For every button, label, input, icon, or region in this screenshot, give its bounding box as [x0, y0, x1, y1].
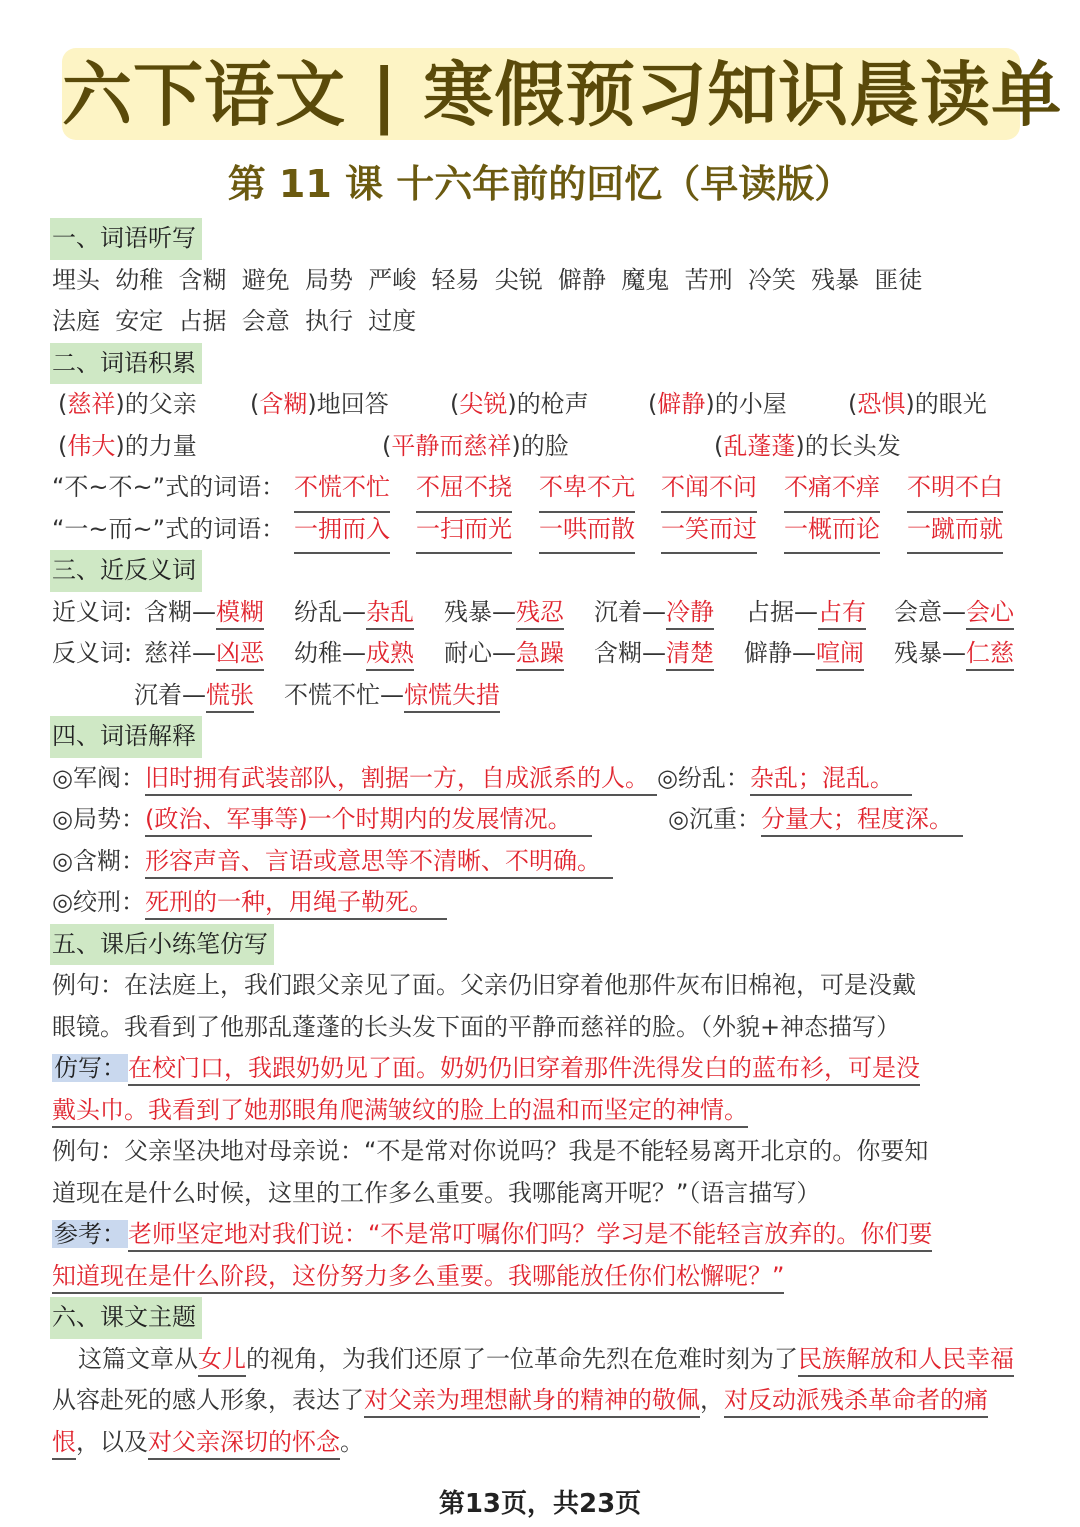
synonym-answer: 会心 [966, 598, 1014, 630]
bullet-icon: ◎ [52, 846, 73, 875]
theme-text: ， [700, 1386, 724, 1414]
synonym-word: 残暴 [444, 597, 492, 626]
antonym-answer: 喧闹 [816, 639, 864, 671]
synonym-answer: 占有 [818, 598, 866, 630]
phrase-tail: 的眼光 [914, 390, 987, 418]
bu-bu-word: 不痛不痒 [784, 467, 880, 513]
theme-paragraph [52, 1339, 1030, 1464]
bu-bu-word: 不屈不挠 [416, 467, 512, 513]
dash: — [942, 597, 966, 626]
antonym-answer: 仁慈 [966, 639, 1014, 671]
bu-bu-row [52, 467, 1030, 509]
bullet-icon: ◎ [656, 763, 678, 792]
antonym-answer: 凶恶 [216, 639, 264, 671]
phrase-tail: 的力量 [124, 431, 197, 460]
bu-bu-word: 不卑不亢 [539, 467, 635, 513]
yi-er-word: 一概而论 [784, 509, 880, 555]
synonym-answer: 残忍 [516, 598, 564, 630]
definition-text: 形容声音、言语或意思等不清晰、不明确。 [145, 847, 613, 879]
definition-text: 旧时拥有武装部队，割据一方，自成派系的人。 [145, 764, 657, 796]
example-2-line-2: 道现在是什么时候，这里的工作多么重要。我哪能离开呢？”（语言描写） [52, 1178, 821, 1207]
yi-er-word: 一哄而散 [539, 509, 635, 555]
antonym-answer: 急躁 [516, 639, 564, 671]
definition-row-1 [52, 758, 1030, 800]
section-header-synonyms: 三、近反义词 [50, 550, 202, 592]
example-2-line-1: 例句：父亲坚决地对母亲说：“不是常对你说吗？我是不能轻易离开北京的。你要知 [52, 1137, 929, 1165]
definition-row-4 [52, 882, 1030, 924]
antonym-word: 含糊 [594, 639, 642, 667]
theme-text: 。 [340, 1427, 364, 1456]
bu-bu-word: 不慌不忙 [294, 467, 390, 513]
phrase-tail: 地回答 [316, 390, 389, 418]
reference-text: 知道现在是什么阶段，这份努力多么重要。我哪能放任你们松懈呢？” [52, 1262, 784, 1294]
phrase-row-2: (伟大)的力量 (平静而慈祥)的脸 (乱蓬蓬)的长头发 [58, 431, 901, 460]
synonym-answer: 杂乱 [366, 598, 414, 630]
theme-key: 女儿 [198, 1345, 246, 1377]
worksheet-content [52, 218, 1030, 1463]
example-1-line-1: 例句：在法庭上，我们跟父亲见了面。父亲仍旧穿着他那件灰布旧棉袍，可是没戴 [52, 971, 916, 999]
bullet-icon: ◎ [52, 805, 73, 833]
dash: — [342, 639, 366, 667]
synonym-answer: 冷静 [666, 598, 714, 630]
imitation-text: 在校门口，我跟奶奶见了面。奶奶仍旧穿着那件洗得发白的蓝布衫，可是没 [128, 1054, 920, 1086]
theme-key: 对父亲深切的怀念 [148, 1428, 340, 1460]
phrase-word: 平静而慈祥 [391, 431, 512, 460]
antonym-word: 残暴 [894, 639, 942, 667]
theme-text: 的视角，为我们还原了一位革命先烈在危难时刻为了 [246, 1344, 798, 1373]
definition-term: 军阀： [72, 763, 145, 792]
phrase-word: 伟大 [67, 431, 116, 460]
synonym-word: 占据 [746, 597, 794, 626]
definition-term: 沉重： [688, 805, 761, 833]
bu-bu-word: 不闻不问 [661, 467, 757, 513]
definition-term: 纷乱： [677, 763, 750, 792]
antonym-answer: 清楚 [666, 639, 714, 671]
reference-line-1 [52, 1214, 1030, 1256]
dash: — [942, 639, 966, 667]
dictation-words-line2: 法庭 安定 占据 会意 执行 过度 [52, 307, 417, 335]
yi-er-word: 一扫而光 [416, 509, 512, 555]
section-header-theme: 六、课文主题 [50, 1297, 202, 1339]
dash: — [792, 639, 816, 667]
reference-line-2 [52, 1256, 1030, 1298]
antonym-word: 耐心 [444, 639, 492, 667]
section-header-definitions: 四、词语解释 [50, 716, 202, 758]
definition-term: 含糊： [72, 846, 145, 875]
definition-text: 分量大；程度深。 [761, 805, 963, 837]
phrase-tail: 的枪声 [516, 390, 589, 418]
dash: — [492, 597, 516, 626]
synonym-word: 含糊 [144, 597, 192, 626]
bullet-icon: ◎ [668, 805, 689, 833]
phrase-row-1: (慈祥)的父亲 (含糊)地回答 (尖锐)的枪声 (僻静)的小屋 (恐惧)的眼光 [58, 390, 987, 418]
antonym-word: 僻静 [744, 639, 792, 667]
imitation-line-2 [52, 1090, 1030, 1132]
theme-text: ，以及 [76, 1427, 148, 1456]
yi-er-word: 一拥而入 [294, 509, 390, 555]
definition-text: 死刑的一种，用绳子勒死。 [145, 888, 447, 920]
dash: — [342, 597, 366, 626]
dash: — [380, 680, 404, 709]
definition-term: 绞刑： [72, 888, 145, 916]
dictation-words-line1: 埋头 幼稚 含糊 避免 局势 严峻 轻易 尖锐 僻静 魔鬼 苦刑 冷笑 残暴 匪徒 [52, 265, 923, 294]
bu-bu-label: “不~不~”式的词语： [52, 473, 286, 501]
antonym-word: 慈祥 [144, 639, 192, 667]
phrase-word: 慈祥 [67, 390, 116, 418]
antonym-word: 幼稚 [294, 639, 342, 667]
phrase-word: 尖锐 [459, 390, 508, 418]
phrase-tail: 的小屋 [714, 390, 787, 418]
yi-er-label: “一~而~”式的词语： [52, 514, 286, 543]
dash: — [192, 639, 216, 667]
yi-er-row [52, 509, 1030, 551]
section-header-dictation: 一、词语听写 [50, 218, 202, 260]
section-header-accumulation: 二、词语积累 [50, 343, 202, 385]
antonym-answer: 慌张 [206, 681, 254, 713]
bu-bu-word: 不明不白 [907, 467, 1003, 513]
antonym-answer: 成熟 [366, 639, 414, 671]
antonym-word: 沉着 [134, 680, 182, 709]
antonym-word: 不慌不忙 [284, 680, 380, 709]
theme-key: 民族解放和人民幸福 [798, 1345, 1014, 1377]
yi-er-word: 一蹴而就 [907, 509, 1003, 555]
definition-term: 局势： [72, 805, 145, 833]
synonym-word: 会意 [894, 597, 942, 626]
reference-text: 老师坚定地对我们说：“不是常叮嘱你们吗？学习是不能轻言放弃的。你们要 [128, 1220, 932, 1252]
section-header-writing: 五、课后小练笔仿写 [50, 924, 274, 966]
phrase-word: 恐惧 [857, 390, 906, 418]
bullet-icon: ◎ [52, 888, 73, 916]
lesson-subtitle: 第 11 课 十六年前的回忆（早读版） [227, 162, 853, 206]
example-1-line-2: 眼镜。我看到了他那乱蓬蓬的长头发下面的平静而慈祥的脸。（外貌+神态描写） [52, 1012, 901, 1041]
phrase-word: 含糊 [259, 390, 308, 418]
antonym-row-2 [52, 675, 1030, 717]
synonym-word: 纷乱 [294, 597, 342, 626]
theme-key: 对父亲为理想献身的精神的敬佩 [364, 1386, 700, 1418]
synonym-label: 近义词: [52, 597, 133, 626]
reference-label: 参考： [54, 1220, 126, 1248]
page-title: 六下语文 | 寒假预习知识晨读单 [62, 54, 1063, 136]
antonym-label: 反义词: [52, 639, 133, 667]
dash: — [492, 639, 516, 667]
dash: — [642, 597, 666, 626]
imitation-label: 仿写： [54, 1054, 126, 1082]
definition-text: 杂乱；混乱。 [750, 764, 912, 796]
phrase-word: 僻静 [657, 390, 706, 418]
synonym-row [52, 592, 1030, 634]
synonym-word: 沉着 [594, 597, 642, 626]
definition-row-3 [52, 841, 1030, 883]
page-number: 第13页，共23页 [438, 1489, 642, 1519]
definition-text: (政治、军事等)一个时期内的发展情况。 [145, 805, 592, 837]
phrase-word: 乱蓬蓬 [723, 431, 796, 460]
definition-row-2 [52, 799, 1030, 841]
dash: — [182, 680, 206, 709]
dash: — [794, 597, 818, 626]
antonym-answer: 惊慌失措 [404, 681, 500, 713]
phrase-tail: 的脸 [520, 431, 569, 460]
theme-key: 对反动派残杀革命者的痛恨 [52, 1386, 988, 1460]
yi-er-word: 一笑而过 [661, 509, 757, 555]
phrase-tail: 的长头发 [804, 431, 901, 460]
dash: — [642, 639, 666, 667]
phrase-tail: 的父亲 [124, 390, 197, 418]
antonym-row [52, 633, 1030, 675]
theme-text: 这篇文章从 [78, 1344, 198, 1373]
dash: — [192, 597, 216, 626]
bullet-icon: ◎ [52, 763, 73, 792]
imitation-text: 戴头巾。我看到了她那眼角爬满皱纹的脸上的温和而坚定的神情。 [52, 1096, 748, 1128]
imitation-line-1 [52, 1048, 1030, 1090]
theme-text: 从容赴死的感人形象，表达了 [52, 1386, 364, 1414]
synonym-answer: 模糊 [216, 598, 264, 630]
